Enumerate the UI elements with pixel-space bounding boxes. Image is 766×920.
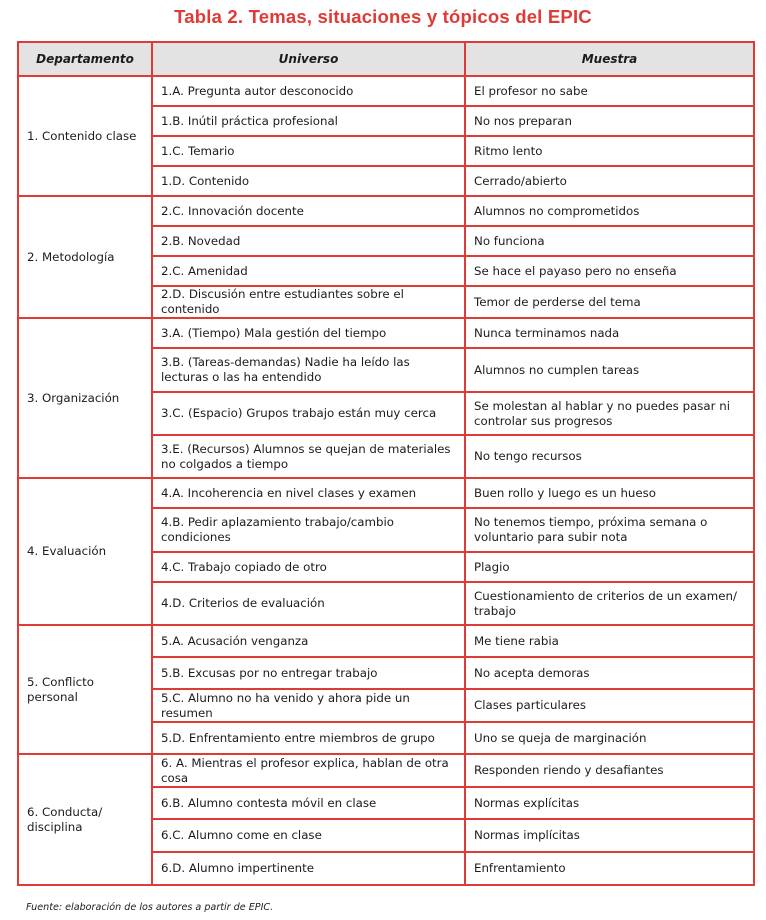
universo-cell: 1.A. Pregunta autor desconocido bbox=[152, 76, 465, 106]
department-cell: 6. Conducta/ disciplina bbox=[18, 754, 152, 885]
universo-cell: 4.D. Criterios de evaluación bbox=[152, 582, 465, 625]
universo-cell: 5.C. Alumno no ha venido y ahora pide un resumen bbox=[152, 689, 465, 722]
epic-table bbox=[17, 41, 755, 886]
muestra-cell: Alumnos no comprometidos bbox=[465, 196, 754, 226]
universo-cell: 5.B. Excusas por no entregar trabajo bbox=[152, 657, 465, 689]
table-row bbox=[18, 478, 754, 508]
table-title: Tabla 2. Temas, situaciones y tópicos del EPIC bbox=[174, 6, 592, 27]
table-row bbox=[18, 625, 754, 657]
table-row bbox=[18, 76, 754, 106]
header-departamento: Departamento bbox=[18, 42, 152, 76]
muestra-cell: Alumnos no cumplen tareas bbox=[465, 348, 754, 392]
department-cell: 5. Conflicto personal bbox=[18, 625, 152, 754]
universo-cell: 3.B. (Tareas-demandas) Nadie ha leído las lecturas o las ha entendido bbox=[152, 348, 465, 392]
universo-cell: 6.D. Alumno impertinente bbox=[152, 852, 465, 885]
universo-cell: 4.C. Trabajo copiado de otro bbox=[152, 552, 465, 582]
department-cell: 3. Organización bbox=[18, 318, 152, 478]
department-cell: 1. Contenido clase bbox=[18, 76, 152, 196]
universo-cell: 3.E. (Recursos) Alumnos se quejan de materiales no colgados a tiempo bbox=[152, 435, 465, 478]
department-cell: 4. Evaluación bbox=[18, 478, 152, 625]
universo-cell: 4.A. Incoherencia en nivel clases y examen bbox=[152, 478, 465, 508]
header-muestra: Muestra bbox=[465, 42, 754, 76]
universo-cell: 2.C. Innovación docente bbox=[152, 196, 465, 226]
universo-cell: 5.D. Enfrentamiento entre miembros de grupo bbox=[152, 722, 465, 754]
muestra-cell: Buen rollo y luego es un hueso bbox=[465, 478, 754, 508]
muestra-cell: No tengo recursos bbox=[465, 435, 754, 478]
table-row bbox=[18, 318, 754, 348]
muestra-cell: Responden riendo y desafiantes bbox=[465, 754, 754, 787]
table-row bbox=[18, 196, 754, 226]
muestra-cell: El profesor no sabe bbox=[465, 76, 754, 106]
muestra-cell: No acepta demoras bbox=[465, 657, 754, 689]
universo-cell: 2.B. Novedad bbox=[152, 226, 465, 256]
universo-cell: 4.B. Pedir aplazamiento trabajo/cambio condiciones bbox=[152, 508, 465, 552]
universo-cell: 6.C. Alumno come en clase bbox=[152, 819, 465, 852]
universo-cell: 6. A. Mientras el profesor explica, hablan de otra cosa bbox=[152, 754, 465, 787]
table-row bbox=[18, 754, 754, 787]
muestra-cell: Plagio bbox=[465, 552, 754, 582]
universo-cell: 1.D. Contenido bbox=[152, 166, 465, 196]
universo-cell: 1.C. Temario bbox=[152, 136, 465, 166]
muestra-cell: Cuestionamiento de criterios de un examen/ trabajo bbox=[465, 582, 754, 625]
muestra-cell: Nunca terminamos nada bbox=[465, 318, 754, 348]
universo-cell: 3.A. (Tiempo) Mala gestión del tiempo bbox=[152, 318, 465, 348]
muestra-cell: Me tiene rabia bbox=[465, 625, 754, 657]
muestra-cell: No tenemos tiempo, próxima semana o voluntario para subir nota bbox=[465, 508, 754, 552]
universo-cell: 3.C. (Espacio) Grupos trabajo están muy cerca bbox=[152, 392, 465, 435]
muestra-cell: No nos preparan bbox=[465, 106, 754, 136]
muestra-cell: Temor de perderse del tema bbox=[465, 286, 754, 318]
header-row bbox=[18, 42, 754, 76]
muestra-cell: Normas explícitas bbox=[465, 787, 754, 819]
universo-cell: 6.B. Alumno contesta móvil en clase bbox=[152, 787, 465, 819]
muestra-cell: Clases particulares bbox=[465, 689, 754, 722]
universo-cell: 5.A. Acusación venganza bbox=[152, 625, 465, 657]
universo-cell: 2.C. Amenidad bbox=[152, 256, 465, 286]
header-universo: Universo bbox=[152, 42, 465, 76]
department-cell: 2. Metodología bbox=[18, 196, 152, 318]
muestra-cell: Ritmo lento bbox=[465, 136, 754, 166]
muestra-cell: Normas implícitas bbox=[465, 819, 754, 852]
muestra-cell: Enfrentamiento bbox=[465, 852, 754, 885]
footnote: Fuente: elaboración de los autores a partir de EPIC. bbox=[26, 902, 274, 913]
muestra-cell: No funciona bbox=[465, 226, 754, 256]
muestra-cell: Se molestan al hablar y no puedes pasar ni controlar sus progresos bbox=[465, 392, 754, 435]
universo-cell: 2.D. Discusión entre estudiantes sobre el contenido bbox=[152, 286, 465, 318]
muestra-cell: Cerrado/abierto bbox=[465, 166, 754, 196]
muestra-cell: Uno se queja de marginación bbox=[465, 722, 754, 754]
universo-cell: 1.B. Inútil práctica profesional bbox=[152, 106, 465, 136]
muestra-cell: Se hace el payaso pero no enseña bbox=[465, 256, 754, 286]
